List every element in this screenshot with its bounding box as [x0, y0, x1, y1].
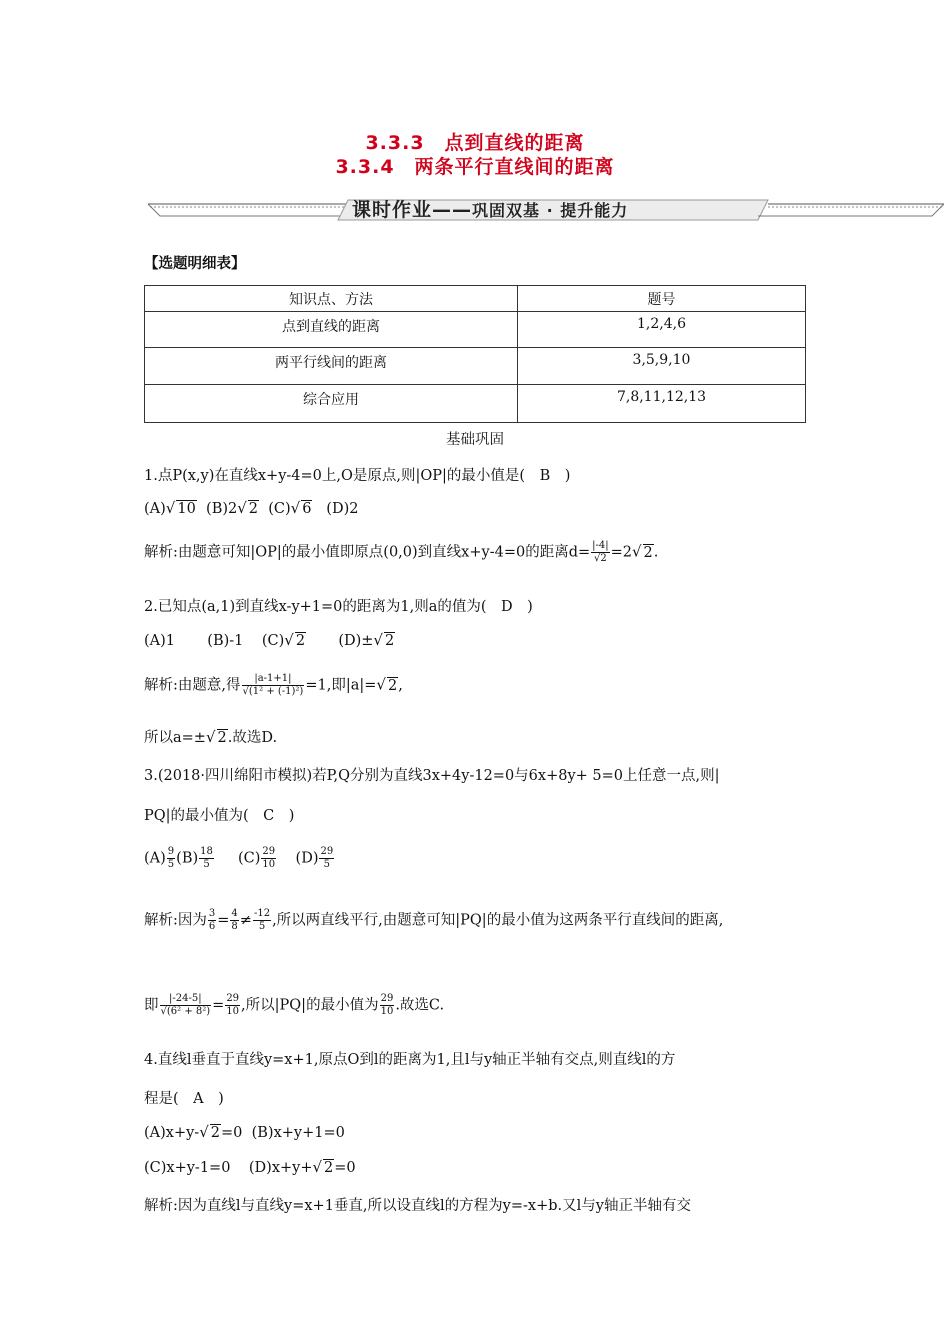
option-a: (A)1: [144, 633, 176, 649]
radicand: 2: [210, 1125, 221, 1141]
fraction: [225, 993, 240, 1018]
solution-text: 所以a=±: [144, 730, 206, 746]
q2-solution-2: [144, 727, 277, 748]
banner-title: [352, 195, 752, 221]
fraction: [253, 908, 271, 933]
q4-solution: 解析:因为直线l与直线y=x+1垂直,所以设直线l的方程为y=-x+b.又l与y轴正半轴有交: [144, 1198, 691, 1214]
q1-options: [144, 498, 358, 519]
option-b: (B)-1: [207, 633, 244, 649]
q1-solution: [144, 540, 658, 565]
option-d: (D): [295, 850, 319, 867]
fraction: [199, 846, 214, 871]
q3-options: [144, 846, 335, 871]
denominator: 5: [323, 859, 331, 870]
fraction: [242, 673, 305, 698]
option-c: (C)x+y-1=0: [144, 1160, 231, 1176]
radicand: 2: [643, 544, 653, 561]
q3-solution: [144, 908, 723, 933]
table-cell: 7,8,11,12,13: [518, 385, 806, 423]
q2-solution: [144, 673, 403, 698]
fraction: [261, 846, 276, 871]
table-cell: 两平行线间的距离: [145, 348, 518, 385]
denominator: √(6² + 8²): [160, 1006, 211, 1017]
solution-text: =1,即|a|=: [305, 677, 377, 694]
numerator: |-24-5|: [160, 993, 212, 1006]
solution-text: .故选C.: [395, 997, 445, 1014]
radicand: 10: [177, 501, 196, 517]
fraction: [591, 540, 609, 565]
option-b: (B)2: [206, 501, 238, 517]
table-row: [145, 348, 806, 385]
option-b: (B)x+y+1=0: [251, 1125, 345, 1141]
table-row: [145, 385, 806, 423]
fraction: [319, 846, 334, 871]
sqrt-icon: √: [373, 631, 383, 649]
radicand: 6: [302, 501, 312, 517]
denominator: √(1² + (-1)²): [242, 686, 304, 697]
sqrt-icon: √: [631, 542, 642, 561]
title-line-1: 3.3.3 点到直线的距离: [365, 132, 585, 154]
q4-options-ab: [144, 1122, 345, 1143]
banner-sub: 巩固双基 · 提升能力: [472, 201, 629, 220]
q3-stem-2: PQ|的最小值为( C ): [144, 808, 295, 824]
numerator: 29: [262, 846, 276, 857]
radicand: 2: [384, 633, 395, 649]
solution-text: ≠: [239, 912, 252, 929]
radicand: 2: [324, 1160, 334, 1176]
solution-text: 即: [144, 997, 159, 1014]
q4-stem-1: 4.直线l垂直于直线y=x+1,原点O到l的距离为1,且l与y轴正半轴有交点,则直线l的方: [144, 1052, 676, 1068]
section-heading: 基础巩固: [446, 432, 504, 448]
solution-text: ,所以|PQ|的最小值为: [241, 997, 379, 1014]
table-row: [145, 312, 806, 348]
numerator: |a-1+1|: [242, 673, 305, 686]
topic-table: [144, 285, 806, 423]
title-line-2: 3.3.4 两条平行直线间的距离: [335, 156, 615, 178]
option-d: (D)2: [326, 501, 359, 517]
solution-text: 解析:因为: [144, 912, 207, 929]
table-header-topic: 知识点、方法: [145, 286, 518, 312]
radicand: 2: [387, 677, 398, 694]
numerator: 18: [200, 846, 213, 857]
sqrt-icon: √: [290, 499, 301, 517]
solution-text: ,所以两直线平行,由题意可知|PQ|的最小值为这两条平行直线间的距离,: [272, 912, 724, 929]
fraction: [380, 993, 395, 1018]
numerator: 9: [167, 846, 175, 857]
table-cell: 点到直线的距离: [145, 312, 518, 348]
radicand: 2: [295, 633, 306, 649]
table-cell: 综合应用: [145, 385, 518, 423]
denominator: √2: [594, 553, 607, 564]
radicand: 2: [217, 730, 227, 746]
fraction: [160, 993, 212, 1018]
numerator: 29: [380, 993, 394, 1004]
solution-text: =: [217, 912, 230, 929]
banner-dash: ——: [432, 199, 473, 221]
q1-stem: 1.点P(x,y)在直线x+y-4=0上,O是原点,则|OP|的最小值是( B ): [144, 468, 571, 484]
q2-stem: 2.已知点(a,1)到直线x-y+1=0的距离为1,则a的值为( D ): [144, 599, 533, 615]
denominator: 10: [262, 859, 276, 870]
table-caption: 【选题明细表】: [144, 255, 246, 272]
table-header-row: [145, 286, 806, 312]
q3-solution-2: [144, 993, 444, 1018]
table-cell: 3,5,9,10: [518, 348, 806, 385]
sqrt-icon: √: [284, 631, 294, 649]
option-b: (B): [176, 850, 199, 867]
option-a: (A): [144, 850, 166, 867]
sqrt-icon: √: [376, 675, 386, 694]
sqrt-icon: √: [237, 499, 247, 517]
denominator: 6: [208, 921, 216, 932]
sqrt-icon: √: [205, 728, 216, 746]
numerator: -12: [253, 908, 271, 919]
denominator: 5: [203, 859, 210, 870]
sqrt-icon: √: [165, 499, 176, 517]
denominator: 10: [226, 1006, 240, 1017]
fraction: [230, 908, 238, 933]
numerator: 3: [208, 908, 216, 919]
numerator: 29: [320, 846, 334, 857]
q4-options-cd: [144, 1157, 356, 1178]
fraction: [167, 846, 175, 871]
sqrt-icon: √: [312, 1158, 323, 1176]
banner-main: 课时作业: [352, 199, 433, 221]
solution-text: ,: [398, 677, 403, 694]
option-d-end: =0: [334, 1160, 356, 1176]
solution-text: =: [212, 997, 225, 1014]
sqrt-icon: √: [199, 1123, 209, 1141]
q4-stem-2: 程是( A ): [144, 1091, 224, 1107]
radicand: 2: [248, 501, 259, 517]
option-c: (C): [237, 850, 261, 867]
option-a: (A): [144, 501, 166, 517]
option-d: (D)±: [338, 633, 374, 649]
denominator: 8: [231, 921, 238, 932]
option-d: (D)x+y+: [248, 1160, 313, 1176]
numerator: |-4|: [592, 540, 609, 551]
solution-text: =2: [610, 544, 632, 561]
fraction: [208, 908, 216, 933]
q2-options: [144, 630, 395, 651]
numerator: 29: [226, 993, 240, 1004]
option-c: (C): [268, 501, 291, 517]
table-cell: 1,2,4,6: [518, 312, 806, 348]
table-header-number: 题号: [518, 286, 806, 312]
denominator: 10: [380, 1006, 394, 1017]
denominator: 5: [167, 859, 175, 870]
option-a: (A)x+y-: [144, 1125, 200, 1141]
solution-text: 解析:由题意,得: [144, 677, 241, 694]
option-c: (C): [261, 633, 285, 649]
q3-stem-1: 3.(2018·四川绵阳市模拟)若P,Q分别为直线3x+4y-12=0与6x+8y+ 5=0上任意一点,则|: [144, 768, 720, 784]
numerator: 4: [231, 908, 238, 919]
denominator: 5: [258, 921, 266, 932]
solution-text: .: [653, 544, 659, 561]
solution-text: .故选D.: [227, 730, 278, 746]
option-a-end: =0: [221, 1125, 243, 1141]
solution-text: 解析:由题意可知|OP|的最小值即原点(0,0)到直线x+y-4=0的距离d=: [144, 544, 591, 561]
